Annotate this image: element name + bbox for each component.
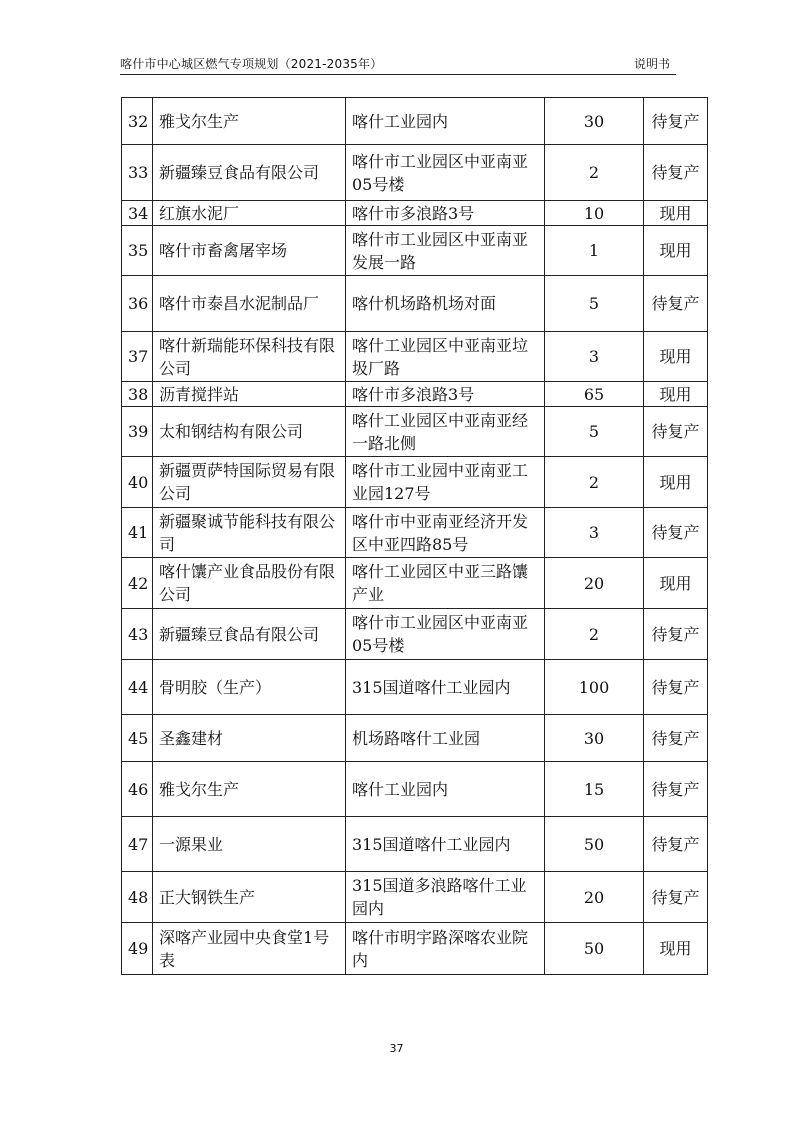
table-row	[122, 382, 708, 407]
address-cell: 喀什市中亚南亚经济开发区中亚四路85号	[346, 508, 545, 558]
table-row	[122, 276, 708, 332]
address-cell: 315国道喀什工业园内	[346, 660, 545, 715]
company-name-cell: 圣鑫建材	[153, 715, 346, 762]
table-row	[122, 872, 708, 923]
address-cell: 喀什工业园区中亚三路馕产业	[346, 558, 545, 609]
table-row	[122, 558, 708, 609]
company-name-cell: 新疆贾萨特国际贸易有限公司	[153, 457, 346, 508]
usage-value-cell: 30	[545, 715, 644, 762]
usage-value-cell: 2	[545, 609, 644, 660]
company-name-cell: 喀什新瑞能环保科技有限公司	[153, 332, 346, 382]
company-name-cell: 新疆臻豆食品有限公司	[153, 609, 346, 660]
row-number-cell: 37	[122, 332, 153, 382]
status-cell: 现用	[644, 332, 708, 382]
table-row	[122, 145, 708, 201]
status-cell: 待复产	[644, 276, 708, 332]
usage-value-cell: 2	[545, 145, 644, 201]
company-name-cell: 新疆臻豆食品有限公司	[153, 145, 346, 201]
usage-value-cell: 20	[545, 872, 644, 923]
usage-value-cell: 20	[545, 558, 644, 609]
status-cell: 待复产	[644, 407, 708, 457]
address-cell: 315国道多浪路喀什工业园内	[346, 872, 545, 923]
row-number-cell: 44	[122, 660, 153, 715]
company-name-cell: 雅戈尔生产	[153, 98, 346, 145]
company-name-cell: 太和钢结构有限公司	[153, 407, 346, 457]
table-row	[122, 332, 708, 382]
row-number-cell: 47	[122, 817, 153, 872]
status-cell: 待复产	[644, 660, 708, 715]
company-name-cell: 红旗水泥厂	[153, 201, 346, 226]
usage-value-cell: 3	[545, 332, 644, 382]
address-cell: 喀什市多浪路3号	[346, 382, 545, 407]
usage-value-cell: 2	[545, 457, 644, 508]
usage-value-cell: 5	[545, 276, 644, 332]
row-number-cell: 32	[122, 98, 153, 145]
usage-value-cell: 3	[545, 508, 644, 558]
address-cell: 喀什市多浪路3号	[346, 201, 545, 226]
row-number-cell: 41	[122, 508, 153, 558]
usage-value-cell: 100	[545, 660, 644, 715]
row-number-cell: 48	[122, 872, 153, 923]
usage-value-cell: 30	[545, 98, 644, 145]
usage-value-cell: 10	[545, 201, 644, 226]
address-cell: 喀什市工业园区中亚南亚05号楼	[346, 609, 545, 660]
usage-value-cell: 1	[545, 226, 644, 276]
table-row	[122, 817, 708, 872]
table-row	[122, 457, 708, 508]
table-row	[122, 660, 708, 715]
usage-value-cell: 50	[545, 817, 644, 872]
usage-value-cell: 50	[545, 923, 644, 975]
company-name-cell: 沥青搅拌站	[153, 382, 346, 407]
company-name-cell: 骨明胶（生产）	[153, 660, 346, 715]
facility-table	[121, 97, 708, 975]
row-number-cell: 39	[122, 407, 153, 457]
status-cell: 现用	[644, 558, 708, 609]
document-title: 喀什市中心城区燃气专项规划（2021-2035年）	[120, 57, 383, 71]
status-cell: 待复产	[644, 609, 708, 660]
table-row	[122, 715, 708, 762]
address-cell: 喀什市工业园中亚南亚工业园127号	[346, 457, 545, 508]
table-row	[122, 98, 708, 145]
company-name-cell: 新疆聚诚节能科技有限公司	[153, 508, 346, 558]
company-name-cell: 喀什市畜禽屠宰场	[153, 226, 346, 276]
row-number-cell: 46	[122, 762, 153, 817]
usage-value-cell: 5	[545, 407, 644, 457]
page-header	[120, 52, 676, 75]
status-cell: 现用	[644, 923, 708, 975]
company-name-cell: 喀什市泰昌水泥制品厂	[153, 276, 346, 332]
row-number-cell: 45	[122, 715, 153, 762]
company-name-cell: 雅戈尔生产	[153, 762, 346, 817]
address-cell: 喀什工业园区中亚南亚经一路北侧	[346, 407, 545, 457]
row-number-cell: 38	[122, 382, 153, 407]
address-cell: 315国道喀什工业园内	[346, 817, 545, 872]
table-row	[122, 762, 708, 817]
address-cell: 喀什市明宇路深喀农业院内	[346, 923, 545, 975]
status-cell: 待复产	[644, 98, 708, 145]
address-cell: 喀什工业园区中亚南亚垃圾厂路	[346, 332, 545, 382]
row-number-cell: 36	[122, 276, 153, 332]
row-number-cell: 35	[122, 226, 153, 276]
status-cell: 待复产	[644, 872, 708, 923]
address-cell: 喀什市工业园区中亚南亚发展一路	[346, 226, 545, 276]
status-cell: 待复产	[644, 715, 708, 762]
table-row	[122, 508, 708, 558]
status-cell: 现用	[644, 382, 708, 407]
address-cell: 喀什机场路机场对面	[346, 276, 545, 332]
table-row	[122, 226, 708, 276]
address-cell: 喀什工业园内	[346, 762, 545, 817]
row-number-cell: 42	[122, 558, 153, 609]
status-cell: 待复产	[644, 508, 708, 558]
address-cell: 机场路喀什工业园	[346, 715, 545, 762]
status-cell: 待复产	[644, 145, 708, 201]
status-cell: 待复产	[644, 762, 708, 817]
address-cell: 喀什市工业园区中亚南亚05号楼	[346, 145, 545, 201]
status-cell: 现用	[644, 226, 708, 276]
row-number-cell: 43	[122, 609, 153, 660]
company-name-cell: 深喀产业园中央食堂1号表	[153, 923, 346, 975]
company-name-cell: 正大钢铁生产	[153, 872, 346, 923]
row-number-cell: 34	[122, 201, 153, 226]
table-row	[122, 407, 708, 457]
row-number-cell: 49	[122, 923, 153, 975]
company-name-cell: 喀什馕产业食品股份有限公司	[153, 558, 346, 609]
document-type-label: 说明书	[633, 57, 670, 71]
company-name-cell: 一源果业	[153, 817, 346, 872]
usage-value-cell: 15	[545, 762, 644, 817]
usage-value-cell: 65	[545, 382, 644, 407]
status-cell: 现用	[644, 201, 708, 226]
page-number: 37	[389, 1042, 404, 1055]
table-row	[122, 201, 708, 226]
row-number-cell: 33	[122, 145, 153, 201]
address-cell: 喀什工业园内	[346, 98, 545, 145]
table-row	[122, 923, 708, 975]
table-row	[122, 609, 708, 660]
status-cell: 现用	[644, 457, 708, 508]
row-number-cell: 40	[122, 457, 153, 508]
status-cell: 待复产	[644, 817, 708, 872]
